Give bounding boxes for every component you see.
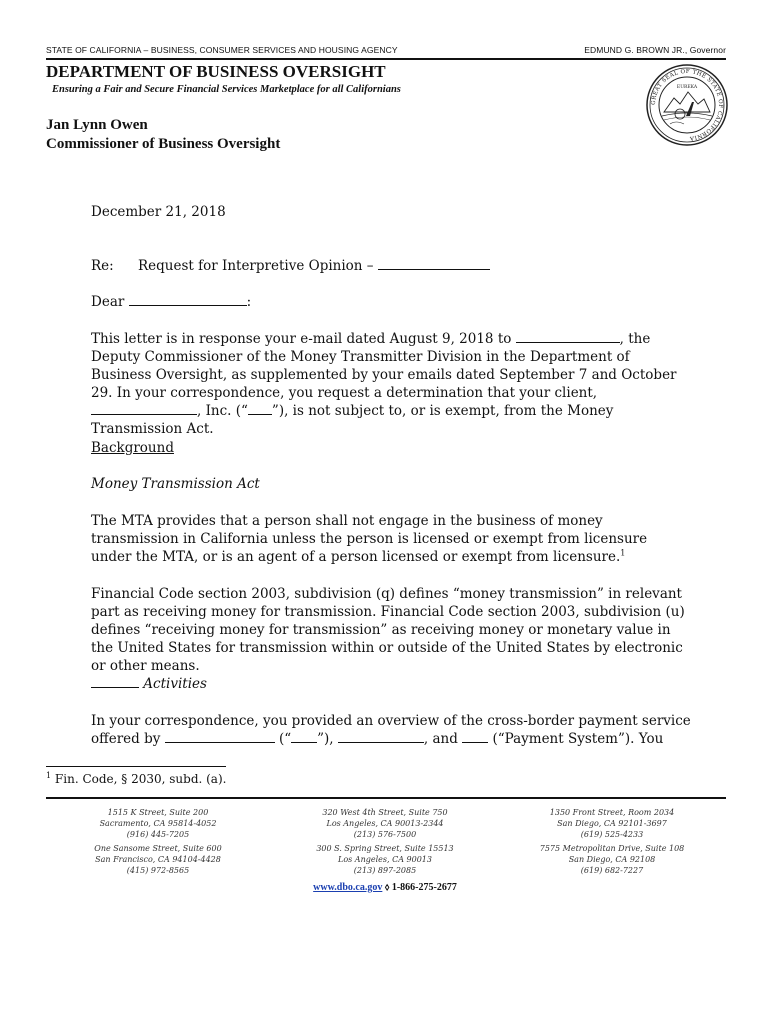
governor-line: EDMUND G. BROWN JR., Governor: [584, 45, 726, 55]
salutation-text: Dear: [91, 294, 125, 310]
redacted-blank: [91, 402, 197, 415]
heading-background: Background: [91, 440, 174, 456]
commissioner-title: Commissioner of Business Oversight: [46, 136, 281, 152]
department-tagline: Ensuring a Fair and Secure Financial Services Marketplace for all Californians: [52, 84, 401, 95]
agency-line: STATE OF CALIFORNIA – BUSINESS, CONSUMER SERVICES AND HOUSING AGENCY: [46, 45, 398, 55]
redacted-blank: [248, 402, 272, 415]
footnote-rule: [46, 766, 226, 767]
salutation-end: :: [246, 294, 252, 310]
svg-text:GREAT SEAL OF THE STATE OF CAL: GREAT SEAL OF THE STATE OF CALIFORNIA: [650, 68, 724, 141]
salutation: [91, 293, 691, 311]
commissioner-name: Jan Lynn Owen: [46, 117, 148, 133]
department-title: DEPARTMENT OF BUSINESS OVERSIGHT: [46, 62, 386, 81]
paragraph-definitions: Financial Code section 2003, subdivision (q) defines “money transmission” in relevant part as receiving money for transmission. Financial Code section 2003, subdivision (u) defines “receiving money for transmission” as receiving money or monetary value in the United States for transmission within or outside of the United States by electronic or other means.: [91, 586, 685, 674]
subject-text: Request for Interpretive Opinion –: [138, 258, 374, 274]
office-sacramento: 1515 K Street, Suite 200 Sacramento, CA 95814-4052 (916) 445-7205: [99, 808, 217, 839]
office-los-angeles-spring: 300 S. Spring Street, Suite 15513 Los Angeles, CA 90013 (213) 897-2085: [316, 844, 454, 875]
svg-text:EUREKA: EUREKA: [676, 85, 698, 90]
redacted-blank: [516, 330, 620, 343]
heading-activities: Activities: [91, 675, 691, 693]
redacted-blank: [165, 730, 275, 743]
heading-money-transmission-act: Money Transmission Act: [91, 476, 260, 492]
separator-icon: ⬨: [384, 882, 390, 893]
state-seal-icon: [646, 64, 728, 146]
paragraph-intro: This letter is in response your e-mail dated August 9, 2018 to , the Deputy Commissioner of the Money Transmitter Division in the Department of Business Oversight, as supplemented by your emails dated September 7 and October 29. In your correspondence, you request a determination that your client, , Inc. (“ ”), is not subject to, or is exempt, from the Money Transmission Act.: [91, 331, 677, 437]
subject-line: [91, 257, 691, 275]
office-san-diego-front: 1350 Front Street, Room 2034 San Diego, CA 92101-3697 (619) 525-4233: [549, 808, 675, 839]
redacted-blank: [378, 257, 490, 270]
office-los-angeles-west-4th: 320 West 4th Street, Suite 750 Los Angeles, CA 90013-2344 (213) 576-7500: [322, 808, 448, 839]
office-san-diego-metropolitan: 7575 Metropolitan Drive, Suite 108 San Diego, CA 92108 (619) 682-7227: [539, 844, 685, 875]
letterhead-rule: [46, 58, 726, 60]
redacted-blank: [91, 675, 139, 688]
office-san-francisco: One Sansome Street, Suite 600 San Francisco, CA 94104-4428 (415) 972-8565: [94, 844, 222, 875]
redacted-blank: [462, 730, 488, 743]
phone-number: 1-866-275-2677: [391, 882, 457, 893]
footnote-ref: 1: [620, 548, 626, 558]
redacted-blank: [291, 730, 317, 743]
footer-contact: [0, 882, 770, 893]
footnote: $^1$ Fin. Code, § 2030, subd. (a).: [46, 771, 227, 786]
website-link[interactable]: www.dbo.ca.gov: [313, 882, 383, 893]
redacted-blank: [338, 730, 424, 743]
footer-rule: [46, 797, 726, 799]
paragraph-mta: The MTA provides that a person shall not engage in the business of money transmission in California unless the person is licensed or exempt from licensure under the MTA, or is an agent of a person licensed or exempt from licensure.$^1$: [91, 513, 648, 565]
letterhead-topbar: [46, 45, 726, 55]
redacted-blank: [129, 293, 247, 306]
paragraph-activities: In your correspondence, you provided an overview of the cross-border payment service offered by (“ ”), , and (“Payment System”). You: [91, 713, 691, 747]
re-label: Re:: [91, 258, 114, 274]
letter-date: December 21, 2018: [91, 204, 226, 220]
